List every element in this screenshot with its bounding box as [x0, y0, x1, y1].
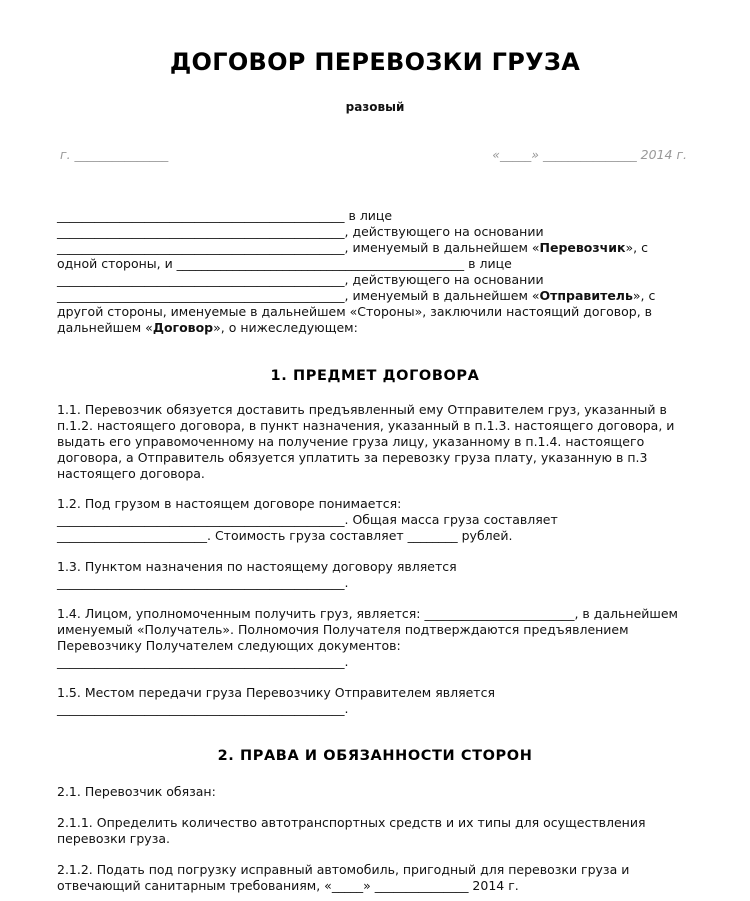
document-title: ДОГОВОР ПЕРЕВОЗКИ ГРУЗА [169, 48, 581, 76]
preamble-line-1: ______________________________________________ в лице [57, 208, 393, 223]
section-1-heading: 1. ПРЕДМЕТ ДОГОВОРА [270, 368, 480, 384]
section-2-heading: 2. ПРАВА И ОБЯЗАННОСТИ СТОРОН [217, 748, 533, 764]
contract-term: Договор [152, 320, 214, 335]
preamble-line-8: дальнейшем «Договор», о нижеследующем: [57, 320, 358, 335]
sender-term: Отправитель [539, 288, 633, 303]
clause-2-1: 2.1. Перевозчик обязан: [57, 784, 216, 799]
preamble-line-2: ______________________________________________, действующего на основании [57, 224, 544, 239]
preamble-line-3: ______________________________________________, именуемый в дальнейшем «Перевозчик», с [57, 240, 648, 255]
clause-1-5: 1.5. Местом передачи груза Перевозчику Отправителем является ______________________________________________. [57, 685, 495, 716]
preamble [57, 208, 697, 336]
preamble-line-6: ______________________________________________, именуемый в дальнейшем «Отправитель», с [57, 288, 656, 303]
carrier-term: Перевозчик [539, 240, 626, 255]
preamble-line-7: другой стороны, именуемые в дальнейшем «Стороны», заключили настоящий договор, в [57, 304, 653, 319]
clause-1-2: 1.2. Под грузом в настоящем договоре понимается: ______________________________________________. Общая масса груза составляет ________________________. Стоимость груза составляет ________ рублей. [57, 496, 558, 543]
clause-1-3: 1.3. Пунктом назначения по настоящему договору является ______________________________________________. [57, 559, 457, 590]
clause-1-1: 1.1. Перевозчик обязуется доставить предъявленный ему Отправителем груз, указанный в п.1.2. настоящего договора, в пункт назначения, указанный в п.1.3. настоящего договора, и выдать его управомоченному на получение груза лицу, указанному в п.1.4. настоящего договора, а Отправитель обязуется уплатить за перевозку груза плату, указанную в п.3 настоящего договора. [57, 402, 675, 481]
city-field: г. _______________ [60, 147, 169, 162]
date-field: «_____» _______________ 2014 г. [492, 147, 687, 162]
document-subtitle: разовый [345, 100, 405, 114]
clause-2-1-2: 2.1.2. Подать под погрузку исправный автомобиль, пригодный для перевозки груза и отвечающий санитарным требованиям, «_____» _______________ 2014 г. [57, 862, 630, 893]
clause-1-4: 1.4. Лицом, уполномоченным получить груз, является: ________________________, в дальнейшем именуемый «Получатель». Полномочия Получателя подтверждаются предъявлением Перевозчику Получателем следующих документов: ______________________________________________. [57, 606, 678, 669]
preamble-line-4: одной стороны, и ______________________________________________ в лице [57, 256, 512, 271]
preamble-line-5: ______________________________________________, действующего на основании [57, 272, 544, 287]
clause-2-1-1: 2.1.1. Определить количество автотранспортных средств и их типы для осуществления перевозки груза. [57, 815, 646, 846]
